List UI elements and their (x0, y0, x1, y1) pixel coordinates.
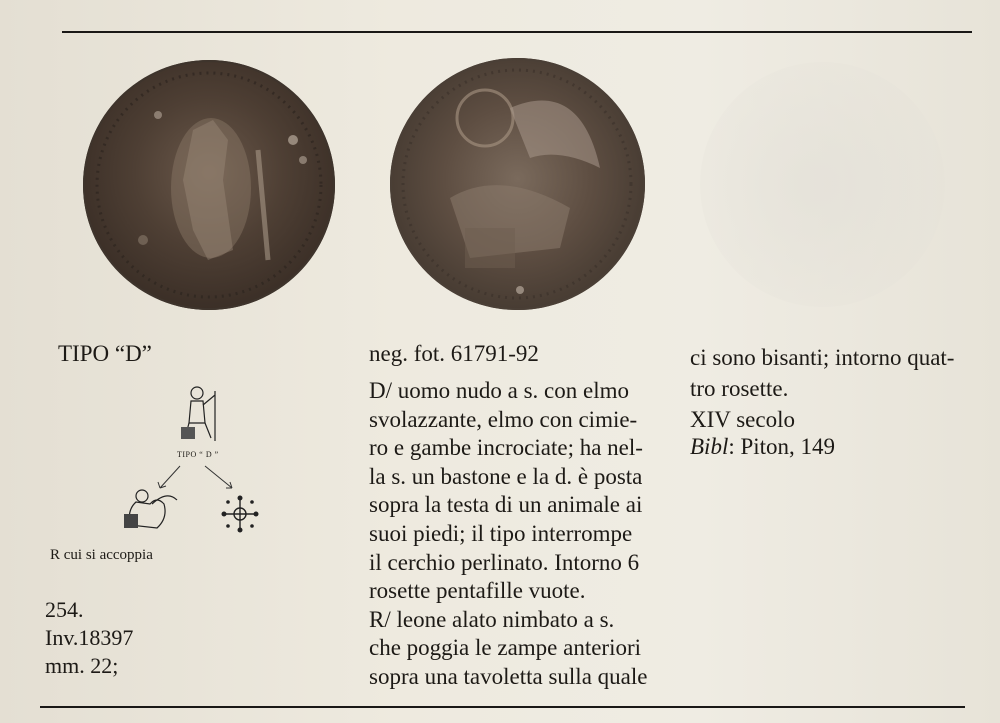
date-line: XIV secolo (690, 407, 795, 432)
description-line: rosette pentafille vuote. (369, 578, 586, 604)
bottom-rule (40, 706, 965, 708)
bibliography-label: Bibl (690, 434, 729, 459)
description-line: sopra la testa di un animale ai (369, 492, 643, 518)
description-line: il cerchio perlinato. Intorno 6 (369, 549, 640, 575)
description-line: ro e gambe incrociate; ha nel- (369, 435, 643, 461)
diagram-type-label: TIPO “ D ” (177, 450, 219, 459)
description-line: la s. un bastone e la d. è posta (369, 463, 643, 489)
coin-reverse-photo (390, 58, 645, 310)
description-line: D/ uomo nudo a s. con elmo (369, 378, 629, 403)
description-line: che poggia le zampe anteriori (369, 635, 642, 661)
coin-obverse-photo (83, 60, 335, 310)
description-line: suoi piedi; il tipo interrompe (369, 520, 633, 546)
cross-rosette-icon (222, 496, 259, 533)
saint-figure-icon (181, 387, 215, 441)
type-title: TIPO “D” (58, 341, 152, 366)
coin-faded-photo (700, 62, 945, 307)
catalog-number: 254. (45, 597, 84, 622)
diagram-caption: R cui si accoppia (50, 547, 153, 563)
description-line: svolazzante, elmo con cimie- (369, 406, 638, 432)
inventory-number: Inv.18397 (45, 625, 134, 650)
continuation-line: tro rosette. (690, 376, 789, 401)
winged-lion-icon (124, 490, 177, 528)
photo-negative-ref: neg. fot. 61791-92 (369, 341, 539, 366)
bibliography-text: : Piton, 149 (728, 434, 836, 459)
description-line: sopra una tavoletta sulla quale (369, 663, 648, 689)
catalog-entry (45, 596, 133, 680)
coin-size: mm. 22; (45, 653, 119, 678)
description-line: R/ leone alato nimbato a s. (369, 606, 615, 632)
continuation-line: ci sono bisanti; intorno quat- (690, 345, 955, 370)
description-continuation (690, 342, 954, 435)
coupling-diagram (100, 378, 290, 548)
description-text (369, 377, 647, 692)
top-rule (62, 31, 972, 33)
bibliography (690, 434, 835, 460)
